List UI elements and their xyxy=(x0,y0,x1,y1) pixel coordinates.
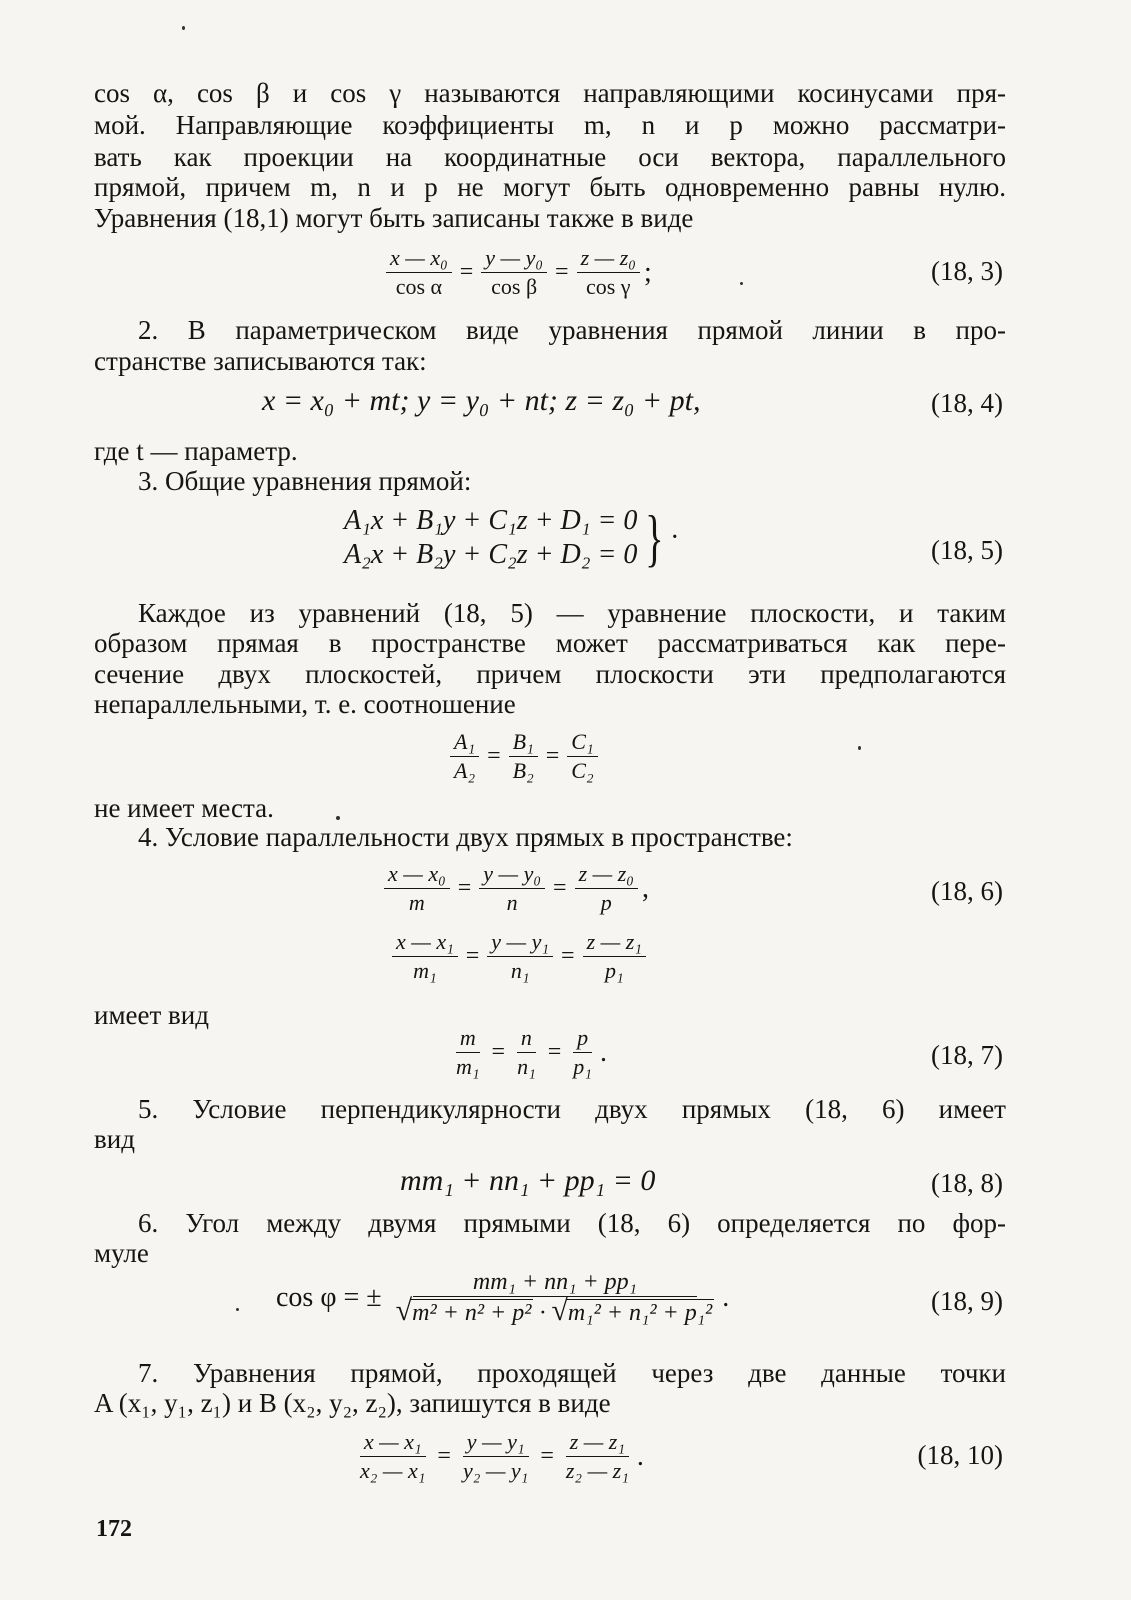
fraction-numerator: z — z₀ xyxy=(575,862,638,889)
fraction-numerator: x — x₁ xyxy=(360,1430,426,1457)
equation-number: (18, 3) xyxy=(931,256,1003,286)
fraction-numerator: z — z₀ xyxy=(577,246,640,273)
equation-number: (18, 4) xyxy=(931,388,1003,418)
system-row: A₂x + B₂y + C₂z + D₂ = 0 xyxy=(344,539,638,570)
fraction-denominator: p₁ xyxy=(573,1054,592,1079)
text-line: 5. Условие перпендикулярности двух прямых (18, 6) имеет xyxy=(138,1094,1006,1124)
fraction-denominator: B₂ xyxy=(512,758,534,783)
equation-punctuation: . xyxy=(599,1036,607,1068)
ratio-equation: $\frac{\text{A₁}}{\text{A₂}}$ = $\frac{\text{B₁}}{\text{B₂}}$ = $\frac{\text{C₁}}{\text{C₂}}$ xyxy=(446,730,602,783)
text-line: 4. Условие параллельности двух прямых в пространстве: xyxy=(138,822,793,852)
text-line: непараллельными, т. е. соотношение xyxy=(94,689,516,719)
equation-18-10: $\frac{\text{x — x₁}}{\text{x₂ — x₁}}$ = $\frac{\text{y — y₁}}{\text{y₂ — y₁}}$ = $\frac{\text{z — z₁}}{\text{z₂ — z₁}}$ . xyxy=(352,1430,644,1483)
equation-18-5 xyxy=(344,504,679,572)
fraction-denominator: y₂ — y₁ xyxy=(462,1458,529,1483)
fraction-denominator: n xyxy=(506,890,518,915)
fraction-numerator: z — z₁ xyxy=(566,1430,629,1457)
fraction-denominator: C₂ xyxy=(571,758,594,783)
text-line: вид xyxy=(94,1124,135,1154)
fraction-numerator: B₁ xyxy=(509,730,538,757)
fraction-denominator: m₁ xyxy=(413,958,437,983)
equation-18-3: $\frac{\text{x — x₀}}{\text{cos α}}$ = $\frac{\text{y — y₀}}{\text{cos β}}$ = $\frac{\text{z — z₀}}{\text{cos γ}}$ ; xyxy=(382,246,652,299)
page-number: 172 xyxy=(96,1516,132,1542)
fraction-denominator: m xyxy=(408,890,425,915)
fraction-denominator: p xyxy=(600,890,612,915)
radicand: m₁² + n₁² + p₁² xyxy=(567,1300,713,1326)
right-brace: } xyxy=(645,502,664,573)
equation-18-6-a: $\frac{\text{x — x₀}}{m}$ = $\frac{\text{y — y₀}}{n}$ = $\frac{\text{z — z₀}}{p}$ , xyxy=(380,862,649,915)
text-line: 6. Угол между двумя прямыми (18, 6) определяется по фор- xyxy=(138,1208,1006,1238)
equation-18-6-b: $\frac{\text{x — x₁}}{\text{m₁}}$ = $\frac{\text{y — y₁}}{\text{n₁}}$ = $\frac{\text{z — z₁}}{\text{p₁}}$ xyxy=(388,930,650,983)
fraction-numerator: y — y₁ xyxy=(463,1430,529,1457)
fraction-denominator: m₁ xyxy=(456,1054,480,1079)
fraction-numerator: mm₁ + nn₁ + pp₁ xyxy=(413,1270,697,1297)
text-line: образом прямая в пространстве может рассматриваться как пере- xyxy=(94,628,1006,658)
fraction-denominator: z₂ — z₁ xyxy=(565,1458,629,1483)
system-row: A₁x + B₁y + C₁z + D₁ = 0 xyxy=(344,505,638,536)
equation-number: (18, 7) xyxy=(931,1040,1003,1070)
fraction-numerator: x — x₁ xyxy=(392,930,458,957)
text-line: не имеет места. xyxy=(94,793,274,823)
fraction-denominator: n₁ xyxy=(510,958,530,983)
fraction-numerator: m xyxy=(456,1026,480,1053)
fraction-denominator: n₁ xyxy=(517,1054,536,1079)
fraction-denominator xyxy=(392,1294,719,1327)
dot-operator: · xyxy=(539,1300,546,1326)
scan-speck xyxy=(336,816,340,820)
equation-punctuation: , xyxy=(641,872,649,904)
text-line: cos α, cos β и cos γ называются направляющими косинусами пря- xyxy=(94,78,1006,108)
text-line: 7. Уравнения прямой, проходящей через две данные точки xyxy=(138,1358,1006,1388)
equation-number: (18, 5) xyxy=(931,535,1003,565)
fraction-numerator: y — y₀ xyxy=(479,862,545,889)
fraction-numerator: z — z₁ xyxy=(583,930,646,957)
fraction-denominator: x₂ — x₁ xyxy=(360,1458,426,1483)
equation-18-4: x = x₀ + mt; y = y₀ + nt; z = z₀ + pt, xyxy=(262,384,701,417)
equation-number: (18, 9) xyxy=(931,1286,1003,1316)
scan-speck xyxy=(740,282,743,285)
fraction-denominator: p₁ xyxy=(604,958,624,983)
scan-speck xyxy=(236,1308,239,1311)
text-line: 2. В параметрическом виде уравнения прямой линии в про- xyxy=(138,315,1006,345)
text-line: где t — параметр. xyxy=(94,436,298,466)
equation-18-7: $\frac{m}{\text{m₁}}$ = $\frac{n}{\text{n₁}}$ = $\frac{p}{\text{p₁}}$ . xyxy=(448,1026,607,1079)
equation-punctuation: . xyxy=(722,1281,730,1313)
text-line: A (x₁, y₁, z₁) и B (x₂, y₂, z₂), запишутся в виде xyxy=(94,1388,611,1418)
fraction-denominator: cos α xyxy=(395,274,443,299)
equation-number: (18, 10) xyxy=(917,1440,1003,1470)
equation-punctuation: · xyxy=(670,522,680,553)
text-line: сечение двух плоскостей, причем плоскости эти предполагаются xyxy=(94,659,1006,689)
text-line: Каждое из уравнений (18, 5) — уравнение плоскости, и таким xyxy=(138,598,1006,628)
fraction-numerator: x — x₀ xyxy=(384,862,450,889)
text-line: имеет вид xyxy=(94,1000,209,1030)
equation-punctuation: . xyxy=(636,1440,644,1472)
fraction-numerator: y — y₁ xyxy=(487,930,553,957)
fraction-denominator: cos β xyxy=(491,274,538,299)
text-line: мой. Направляющие коэффициенты m, n и p можно рассматри- xyxy=(94,110,1006,140)
fraction-numerator: y — y₀ xyxy=(481,246,547,273)
text-line: 3. Общие уравнения прямой: xyxy=(138,466,472,496)
equation-number: (18, 6) xyxy=(931,876,1003,906)
text-line: прямой, причем m, n и p не могут быть одновременно равны нулю. xyxy=(94,172,1006,202)
fraction-numerator: n xyxy=(517,1026,536,1053)
equation-punctuation: ; xyxy=(643,256,652,288)
fraction-numerator: A₁ xyxy=(450,730,479,757)
radical-sign: √ xyxy=(395,1294,413,1327)
fraction-numerator: C₁ xyxy=(567,730,597,757)
fraction-numerator: p xyxy=(573,1026,592,1053)
radical-sign: √ xyxy=(551,1294,568,1327)
scan-speck xyxy=(858,746,861,750)
fraction-denominator: A₂ xyxy=(454,758,476,783)
radicand: m² + n² + p² xyxy=(412,1300,532,1326)
scan-speck xyxy=(182,26,185,30)
fraction-denominator: cos γ xyxy=(585,274,631,299)
equation-18-9 xyxy=(276,1270,729,1325)
text-line: странстве записываются так: xyxy=(94,346,427,376)
equation-lhs: cos φ = ± xyxy=(276,1281,382,1313)
fraction-numerator: x — x₀ xyxy=(386,246,452,273)
equation-18-8: mm₁ + nn₁ + pp₁ = 0 xyxy=(400,1164,656,1197)
equation-number: (18, 8) xyxy=(931,1168,1003,1198)
text-line: Уравнения (18,1) могут быть записаны также в виде xyxy=(94,203,694,233)
text-line: вать как проекции на координатные оси вектора, параллельного xyxy=(94,142,1006,172)
text-line: муле xyxy=(94,1238,149,1268)
